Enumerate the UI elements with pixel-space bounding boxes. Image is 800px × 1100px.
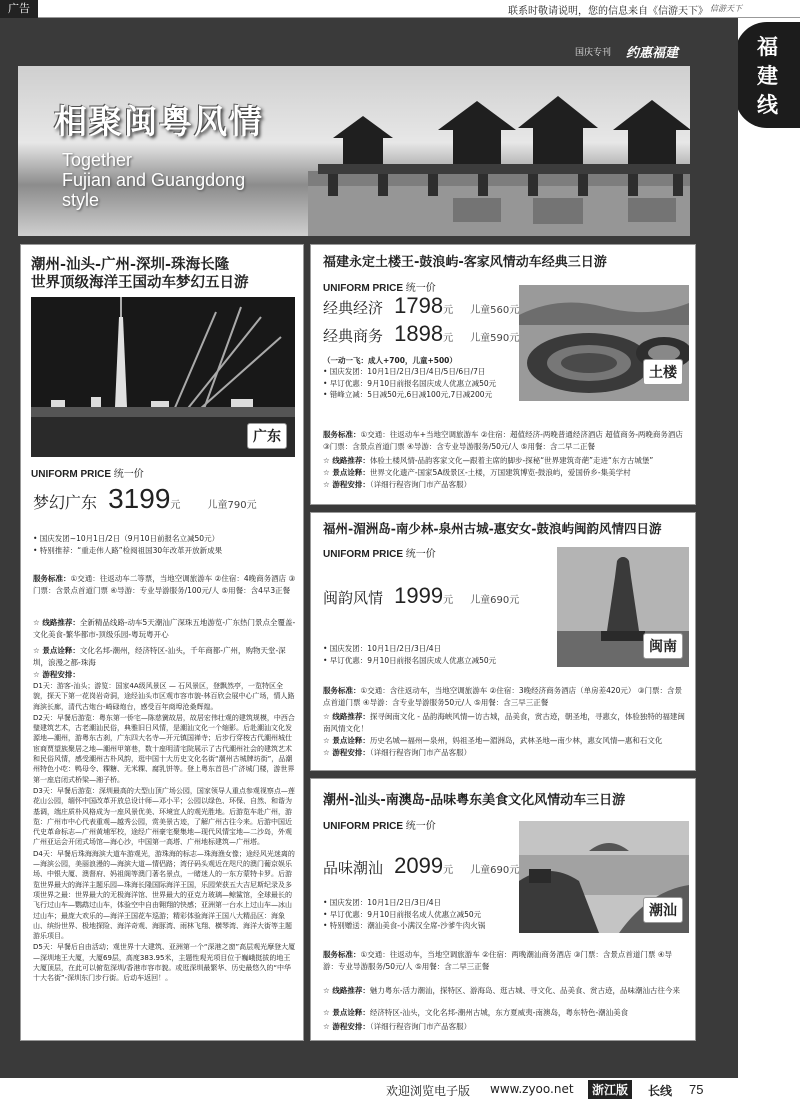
child-price: 儿童590元 (470, 333, 520, 344)
special-edition-brand: 约惠福建 (626, 46, 679, 61)
hero-banner (18, 66, 690, 236)
service-label: 服务标准： (323, 686, 361, 695)
price-unit: 元 (443, 305, 454, 316)
top-bar (0, 0, 800, 18)
route-recommend (323, 455, 687, 467)
route-label: ☆ 线路推荐： (323, 456, 370, 465)
route-recommend (323, 711, 687, 734)
tour-card-minnan (310, 512, 696, 771)
note-line: • 早订优惠：9月10日前报名成人优惠立减50元 (323, 909, 482, 919)
photo-badge: 闽南 (643, 633, 683, 659)
side-tab-char: 线 (757, 92, 778, 117)
guanyin-statue-photo (557, 547, 689, 667)
note-line: • 国庆发团：10月1日/2日/3日/4日 (323, 898, 442, 907)
uniform-price-label (323, 279, 436, 294)
route-text: 探寻闽南文化 - 品韵海峡风情—访古城，品美食，赏古迹，朝圣地，寻惠女，体验独特的福建闽南风情文化！ (323, 712, 685, 733)
price-value: 1898 (394, 321, 444, 346)
child-price: 儿童790元 (207, 500, 257, 511)
price-row (33, 483, 257, 515)
extra-option: （一动一飞：成人+700，儿童+500） (323, 356, 457, 365)
notes (323, 366, 523, 401)
route-text: 魅力粤东-活力潮汕，探特区、游海岛、逛古城、寻文化、品美食、赏古迹，品味潮汕古往今来 (369, 986, 681, 995)
tulou-photo (519, 285, 689, 401)
price-value: 2099 (394, 853, 444, 878)
itinerary-label: ☆ 游程安排： (323, 480, 370, 489)
footer-welcome: 欢迎浏览电子版 (386, 1084, 471, 1098)
itinerary-list (33, 681, 297, 985)
spots-explanation (33, 645, 297, 668)
tour-card-chaoshan (310, 778, 696, 1041)
tour-card-guangdong (20, 244, 304, 1041)
route-recommend (33, 617, 297, 640)
spots-label: ☆ 景点诠释： (33, 646, 80, 655)
itinerary-heading (33, 669, 297, 681)
service-standard (323, 685, 687, 708)
price-row (323, 293, 519, 319)
uniform-price-cn: 统一价 (405, 549, 436, 560)
price-name: 经典经济 (323, 299, 384, 317)
route-text: 体验土楼风情-品韵客家文化—跟着主席的脚步-探秘“世界建筑奇葩”走进“东方古城堡” (369, 456, 654, 465)
price-unit: 元 (443, 333, 454, 344)
price-unit: 元 (170, 500, 181, 511)
notes (33, 533, 297, 556)
footer-url-link[interactable]: www.zyoo.net (490, 1082, 574, 1096)
spots-label: ☆ 景点诠释： (323, 1008, 370, 1017)
itinerary-day: D1天：游客-汕头；游览：国家4A级风景区 — 石风景区，登飘然亭，一览特区全貌，探天下第一花岗岩奇洞，途经汕头市区观市容市貌-林百欣会展中心广场，情人路海滨长廊，清代古炮台-崎碌炮台，感受百年商埠沧桑辉煌。 (33, 682, 295, 711)
service-text: ①交通：往返动车+当地空调旅游车 ②住宿：超值经济-两晚普通经济酒店 超值商务-两晚商务酒店 ③门票：含景点首道门票 ④导游：含专业导游服务/50元/人 ⑤用餐：含二早二正餐 (323, 430, 683, 451)
card-title: 福州-湄洲岛-南少林-泉州古城-惠安女-鼓浪屿闽韵风情四日游 (323, 521, 662, 536)
service-label: 服务标准： (323, 430, 361, 439)
photo-badge: 土楼 (643, 359, 683, 385)
itinerary-day: D4天：早餐后珠海海滨大道车游观光，游珠海的标志—珠海渔女像；途经风光迷离的—海滨公园，美丽浪漫的—海滨大道—情侣路；湾仔码头观近在咫尺的澳门葡京娱乐场、中银大厦、澳督府、妈祖阁等澳门著名景点，一睹迷人的一东方蒙特卡罗。后游览世界最大的海洋主题乐园—珠海长隆国际海洋王国，乐园荣获五大吉尼斯纪录及多项世界之最：世界最大的无极海洋馆、世界最大的亚克力玻璃—鲸鲨馆，全球最长的飞行过山车—鹦鹉过山车，体验空中自由翱翔的快感；亚洲第一台水上过山车—冰山过山车；最庞大欢乐的—海洋王国花车巡游；精彩体验海洋王国八大精品区：海象山、缤纷世界、极地探险、海洋奇观、海豚湾、雨林飞翔、横琴湾、海洋大街等主题游乐项目。 (33, 849, 295, 941)
price-value: 1798 (394, 293, 444, 318)
price-row (323, 853, 519, 879)
service-standard (323, 949, 687, 972)
route-label: ☆ 线路推荐： (33, 618, 80, 627)
itinerary-note (323, 479, 687, 491)
itinerary-label: ☆ 游程安排： (323, 1022, 370, 1031)
service-label: 服务标准： (323, 950, 361, 959)
uniform-price-en: UNIFORM PRICE (323, 821, 403, 832)
card-title: 潮州-汕头-南澳岛-品味粤东美食文化风情动车三日游 (323, 793, 626, 808)
itinerary-label: ☆ 游程安排： (33, 670, 80, 679)
price-name: 经典商务 (323, 327, 384, 345)
uniform-price-en: UNIFORM PRICE (323, 549, 403, 560)
note-line: • 国庆发团~10月1日/2日（9月10日前报名立减50元） (33, 534, 220, 543)
price-name: 闽韵风情 (323, 589, 384, 607)
notes (323, 897, 523, 932)
publisher-logo: 信游天下 (710, 4, 742, 13)
note-line: • 特别推荐：“重走伟人路”检阅祖国30年改革开放新成果 (33, 545, 223, 555)
price-row (323, 321, 519, 347)
spots-text: 历史名城—福州—泉州，妈祖圣地—湄洲岛，武林圣地—南少林，惠女风情—惠和石文化 (369, 736, 663, 745)
spots-explanation (323, 467, 687, 479)
side-tab-char: 建 (757, 63, 778, 88)
child-price: 儿童690元 (470, 595, 520, 606)
price-value: 3199 (108, 483, 171, 514)
service-text: ①交通：往返动车，当地空调旅游车 ②住宿：两晚潮汕商务酒店 ③门票：含景点首道门票 ④导游：专业导游服务/50元/人 ⑤用餐：含二早三正餐 (323, 950, 673, 971)
spots-text: 经济特区-汕头，文化名邦-潮州古城，东方夏威夷-南澳岛，粤东特色-潮汕美食 (369, 1008, 629, 1017)
hero-subtitle-en (62, 150, 245, 210)
itinerary-note (323, 1021, 687, 1033)
section-side-tab (735, 22, 800, 128)
notes (323, 643, 523, 666)
hero-en-line: Fujian and Guangdong (62, 170, 246, 190)
itinerary-day: D5天：早餐后自由活动；观世界十大建筑、亚洲第一个“深港之窗”高层观光摩登大厦—深圳地王大厦，大厦69层，高度383.95米，主题性观光项目位于巍峨挺拔的地王大厦顶层，在此可以俯览深圳/香港市容市貌。或逛深圳最繁华、历史最悠久的“中华十大名街”-深圳东门步行街。后动车返回！。 (33, 943, 296, 983)
uniform-price-cn: 统一价 (113, 469, 144, 480)
note-line: • 国庆发团：10月1日/2日/3日/4日/5日/6日/7日 (323, 367, 486, 376)
hero-en-line: style (62, 190, 100, 210)
service-label: 服务标准： (33, 574, 71, 583)
price-row (323, 583, 519, 609)
footer-province-badge: 浙江版 (588, 1080, 632, 1099)
bridge-pavilion-illustration (308, 86, 690, 236)
service-standard (33, 573, 297, 596)
photo-badge: 潮汕 (643, 897, 683, 923)
itinerary-day: D2天：早餐后游览：粤东第一侨宅—陈慈黉故居，故居宏伟壮观的建筑规模，中西合璧建筑艺术，古老潮汕民俗，典雅旧日风情，是潮汕文化一个缩影。后赴潮汕文化发源地—潮州，游粤东古刹，广东四大名寺—开元镇国禅寺；后步行穿梭古代潮州城仕宦商贾望族聚居之地—潮州甲第巷，数十座明清宅院展示了古代潮州社会的建筑艺术和民俗风情，感受潮州古朴风韵，逛中国十大历史文化名街“潮州古城牌坊街”，品潮州特色小吃：鸭母令、粿糖、无米粿、腐乳饼等。登上粤东首邑-广济城门楼，游世界第一座启闭式桥梁—湘子桥。 (33, 713, 295, 784)
ad-tag: 广告 (0, 0, 38, 18)
spots-explanation (323, 1007, 687, 1019)
side-tab-char: 福 (757, 34, 778, 59)
card-title: 世界顶级海洋王国动车梦幻五日游 (31, 275, 249, 291)
price-unit: 元 (443, 595, 454, 606)
uniform-price-label (323, 545, 436, 560)
guangzhou-night-photo (31, 297, 295, 457)
route-text: 全新精品线路-动车5天潮汕广深珠五地游览-广东热门景点全覆盖-文化美食-繁华都市-顶级乐园-粤玩粤开心 (33, 618, 296, 639)
card-title: 潮州-汕头-广州-深圳-珠海长隆 (31, 257, 230, 273)
spots-label: ☆ 景点诠释： (323, 736, 370, 745)
spots-label: ☆ 景点诠释： (323, 468, 370, 477)
itinerary-text: （详细行程咨询门市产品客服） (369, 1022, 472, 1031)
footer-section: 长线 (648, 1084, 673, 1098)
special-edition-label: 国庆专刊 (575, 48, 612, 58)
note-line: • 国庆发团：10月1日/2日/3日/4日 (323, 644, 442, 653)
note-line: • 特别赠送：潮汕美食-小满汉全席-沙爹牛肉火锅 (323, 921, 486, 930)
price-name: 品味潮汕 (323, 859, 384, 877)
uniform-price-cn: 统一价 (405, 821, 436, 832)
route-recommend (323, 985, 687, 997)
price-unit: 元 (443, 865, 454, 876)
itinerary-text: （详细行程咨询门市产品客服） (369, 748, 472, 757)
route-label: ☆ 线路推荐： (323, 712, 370, 721)
uniform-price-label (31, 465, 144, 480)
top-notice: 联系时敬请说明，您的信息来自《信游天下》 (508, 6, 708, 17)
spots-text: 文化名邦-潮州，经济特区-汕头，千年商都-广州，购物天堂-深圳，浪漫之都-珠海 (33, 646, 286, 667)
itinerary-day: D3天：早餐后游览：深圳最高的大型山顶广场公园，国家领导人重点参观视察点—莲花山公园，缅怀中国改革开放总设计师—邓小平；公园以绿色、环保、自然、和谐为基调，端庄质朴风格成为一座风景优美、环境宜人的观光胜地。后游览车赴广州，游览：广州市中心代表重观—越秀公园，赏美景古迹，了解广州古往今来。后游中国近代史革命标志—广州黄埔军校，途经广州豪宅聚集地—现代风情宝地—二沙岛，外观广州亚运会开闭式场馆—海心沙，中国第一高塔、广州地标建筑—广州塔。 (33, 786, 295, 847)
itinerary-text: （详细行程咨询门市产品客服） (369, 480, 472, 489)
service-text: ①交通：往返动车二等票，当地空调旅游车 ②住宿：4晚商务酒店 ③门票：含景点首道门票 ④导游：专业导游服务/100元/人 ⑤用餐：含4早3正餐 (33, 574, 296, 595)
itinerary-note (323, 747, 687, 759)
photo-badge: 广东 (247, 423, 287, 449)
uniform-price-cn: 统一价 (405, 283, 436, 294)
spots-explanation (323, 735, 687, 747)
uniform-price-label (323, 817, 436, 832)
hero-en-line: Together (62, 150, 133, 170)
note-line: • 早订优惠：9月10日前报名国庆成人优惠立减50元 (323, 378, 497, 388)
uniform-price-en: UNIFORM PRICE (323, 283, 403, 294)
card-title: 福建永定土楼王-鼓浪屿-客家风情动车经典三日游 (323, 255, 607, 270)
hero-title: 相聚闽粤风情 (54, 102, 264, 141)
service-standard (323, 429, 687, 452)
page-number: 75 (689, 1082, 704, 1097)
spots-text: 世界文化遗产-国家5A级景区-土楼，万国建筑博览-鼓浪屿，爱国侨乡-集美学村 (369, 468, 631, 477)
service-text: ①交通：含往返动车，当地空调旅游车 ②住宿：3晚经济商务酒店（单房差420元） ③门票：含景点首道门票 ④导游：含专业导游服务50元/人 ⑤用餐：含三早三正餐 (323, 686, 683, 707)
price-name: 梦幻广东 (33, 493, 98, 512)
note-line: • 早订优惠：9月10日前报名国庆成人优惠立减50元 (323, 655, 497, 665)
child-price: 儿童690元 (470, 865, 520, 876)
price-value: 1999 (394, 583, 444, 608)
child-price: 儿童560元 (470, 305, 520, 316)
itinerary-label: ☆ 游程安排： (323, 748, 370, 757)
uniform-price-en: UNIFORM PRICE (31, 469, 111, 480)
note-line: • 错峰立减：5日减50元,6日减100元,7日减200元 (323, 390, 493, 399)
route-label: ☆ 线路推荐： (323, 986, 370, 995)
tour-card-tulou (310, 244, 696, 505)
nanao-island-photo (519, 821, 689, 933)
